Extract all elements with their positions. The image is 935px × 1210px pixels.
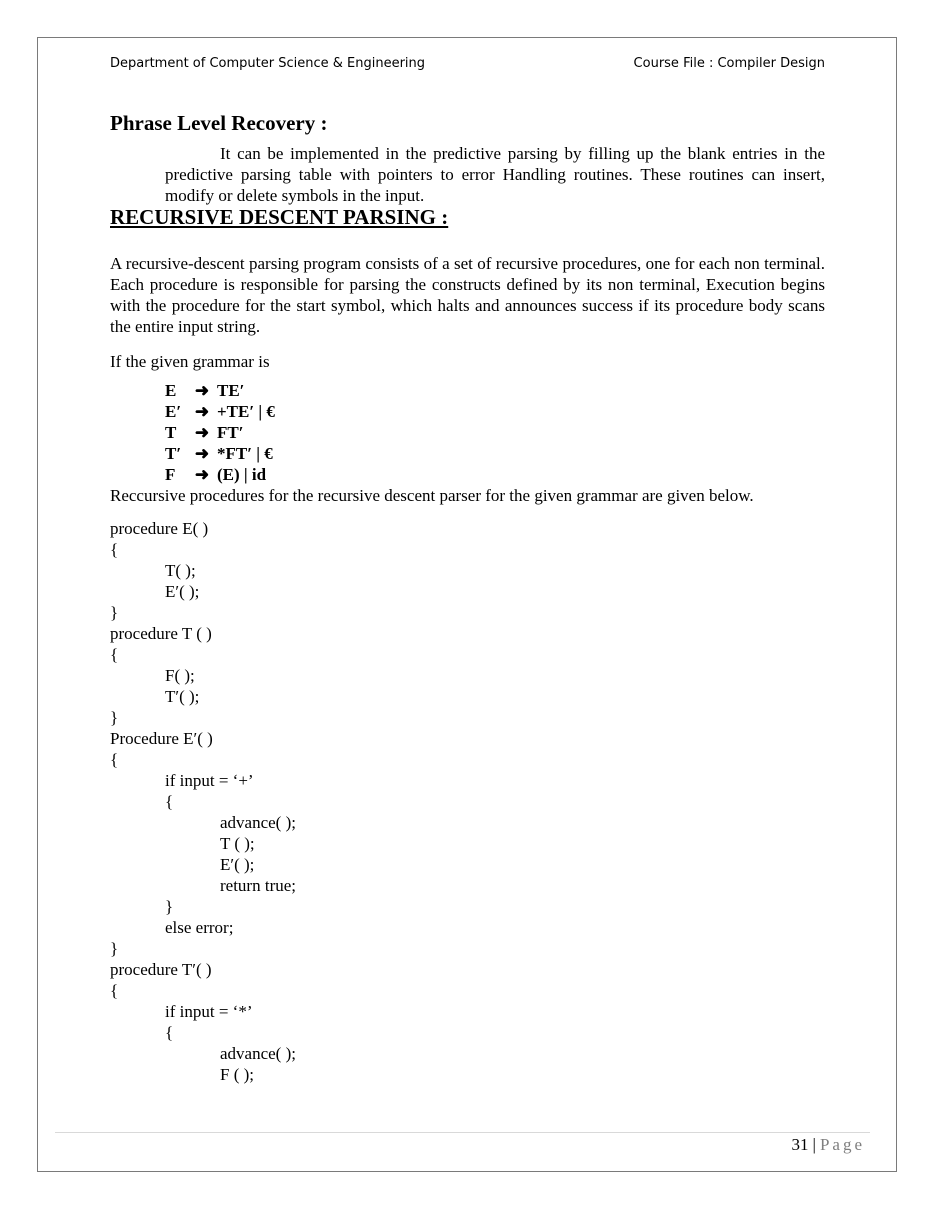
phrase-level-recovery-body: It can be implemented in the predictive parsing by filling up the blank entries in the predictive parsing table with pointers to error Handling routines. These routines can insert, modify or delete symbols in the input. bbox=[165, 144, 825, 205]
code-line: } bbox=[110, 939, 119, 958]
recursive-descent-heading: RECURSIVE DESCENT PARSING : bbox=[110, 205, 449, 229]
code-line: procedure E( ) bbox=[110, 519, 209, 538]
code-line: T( ); bbox=[165, 561, 196, 580]
code-line: else error; bbox=[165, 918, 234, 937]
code-line: { bbox=[110, 645, 119, 664]
grammar-lhs: E bbox=[165, 381, 177, 400]
footer-separator: | bbox=[812, 1135, 816, 1154]
code-line: } bbox=[110, 708, 119, 727]
right-arrow-icon: ➜ bbox=[194, 381, 210, 400]
code-line: E′( ); bbox=[165, 582, 200, 601]
grammar-rule bbox=[165, 380, 244, 401]
code-line: T′( ); bbox=[165, 687, 200, 706]
code-line: F ( ); bbox=[220, 1065, 254, 1084]
page-number: 31 bbox=[791, 1135, 809, 1154]
grammar-rule bbox=[165, 401, 275, 422]
code-line: Procedure E′( ) bbox=[110, 729, 213, 748]
code-line: if input = ‘*’ bbox=[165, 1002, 253, 1021]
code-line: } bbox=[110, 603, 119, 622]
grammar-rule bbox=[165, 464, 266, 485]
code-line: if input = ‘+’ bbox=[165, 771, 254, 790]
code-line: } bbox=[165, 897, 174, 916]
code-line: advance( ); bbox=[220, 1044, 296, 1063]
code-line: { bbox=[165, 1023, 174, 1042]
grammar-intro: If the given grammar is bbox=[110, 352, 270, 371]
code-line: T ( ); bbox=[220, 834, 255, 853]
grammar-rhs: *FT′ | € bbox=[217, 444, 273, 463]
footer-divider bbox=[55, 1132, 870, 1133]
code-line: { bbox=[110, 540, 119, 559]
grammar-rule bbox=[165, 422, 244, 443]
header-course-file: Course File : Compiler Design bbox=[633, 56, 825, 71]
page-footer bbox=[792, 1135, 865, 1155]
right-arrow-icon: ➜ bbox=[194, 423, 210, 442]
recursive-descent-intro: A recursive-descent parsing program consists of a set of recursive procedures, one for each non terminal. Each procedure is responsible for parsing the constructs defined by its non terminal, Execution begins with the procedure for the start symbol, which halts and announces success if its procedure body scans the entire input string. bbox=[110, 254, 825, 336]
code-line: { bbox=[110, 981, 119, 1000]
grammar-lhs: T′ bbox=[165, 444, 182, 463]
code-line: E′( ); bbox=[220, 855, 255, 874]
header-department: Department of Computer Science & Engineering bbox=[110, 56, 426, 71]
grammar-lhs: T bbox=[165, 423, 177, 442]
grammar-lhs: E′ bbox=[165, 402, 182, 421]
grammar-rhs: TE′ bbox=[217, 381, 245, 400]
grammar-lhs: F bbox=[165, 465, 176, 484]
code-line: procedure T′( ) bbox=[110, 960, 212, 979]
code-line: F( ); bbox=[165, 666, 195, 685]
right-arrow-icon: ➜ bbox=[194, 402, 210, 421]
procedures-intro: Reccursive procedures for the recursive descent parser for the given grammar are given below. bbox=[110, 486, 754, 505]
grammar-rhs: +TE′ | € bbox=[217, 402, 275, 421]
phrase-level-recovery-heading: Phrase Level Recovery : bbox=[110, 111, 328, 135]
code-line: { bbox=[165, 792, 174, 811]
right-arrow-icon: ➜ bbox=[194, 444, 210, 463]
page-label: Page bbox=[819, 1135, 865, 1154]
grammar-rhs: (E) | id bbox=[217, 465, 267, 484]
code-line: advance( ); bbox=[220, 813, 296, 832]
grammar-rule bbox=[165, 443, 273, 464]
code-line: return true; bbox=[220, 876, 296, 895]
code-line: { bbox=[110, 750, 119, 769]
code-line: procedure T ( ) bbox=[110, 624, 212, 643]
right-arrow-icon: ➜ bbox=[194, 465, 210, 484]
grammar-rhs: FT′ bbox=[217, 423, 244, 442]
